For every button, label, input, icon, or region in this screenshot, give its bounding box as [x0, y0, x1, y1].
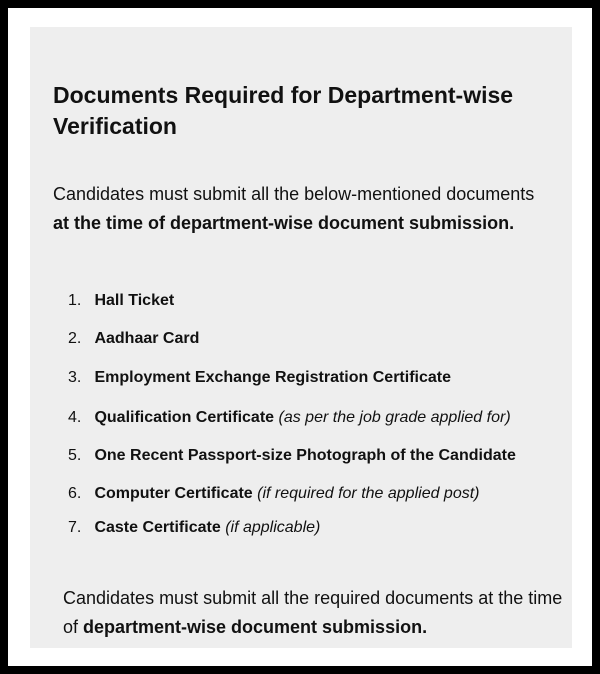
item-label: Employment Exchange Registration Certificate — [94, 369, 451, 386]
document-list-item — [68, 409, 511, 427]
document-list-item — [68, 485, 480, 503]
item-note: (if required for the applied post) — [257, 485, 480, 502]
document-list-item — [68, 330, 199, 348]
item-label: Aadhaar Card — [94, 330, 200, 347]
info-card — [30, 27, 572, 648]
document-list-item — [68, 369, 451, 387]
document-list-item — [68, 292, 174, 310]
item-number: 7. — [68, 519, 82, 536]
page-frame — [8, 8, 592, 666]
item-number: 6. — [68, 485, 82, 502]
item-label: Computer Certificate — [94, 485, 253, 502]
item-number: 5. — [68, 447, 82, 464]
item-number: 3. — [68, 369, 82, 386]
intro-text: Candidates must submit all the below-mentioned documents — [53, 184, 535, 204]
item-label: Caste Certificate — [94, 519, 221, 536]
item-label: One Recent Passport-size Photograph of the Candidate — [94, 447, 516, 464]
item-label: Qualification Certificate — [94, 409, 275, 426]
item-note: (as per the job grade applied for) — [278, 409, 511, 426]
item-number: 1. — [68, 292, 82, 309]
closing-text: Candidates must submit all the required documents at the time of — [63, 588, 563, 637]
page-title: Documents Required for Department-wise Verification — [53, 82, 514, 139]
intro-bold-text: at the time of department-wise document submission. — [53, 213, 515, 233]
item-label: Hall Ticket — [94, 292, 175, 309]
closing-paragraph — [63, 584, 563, 642]
item-number: 4. — [68, 409, 82, 426]
closing-bold-text: department-wise document submission. — [83, 617, 428, 637]
intro-paragraph — [53, 180, 553, 238]
item-number: 2. — [68, 330, 82, 347]
document-list-item — [68, 447, 516, 465]
item-note: (if applicable) — [225, 519, 321, 536]
document-list-item — [68, 519, 320, 537]
